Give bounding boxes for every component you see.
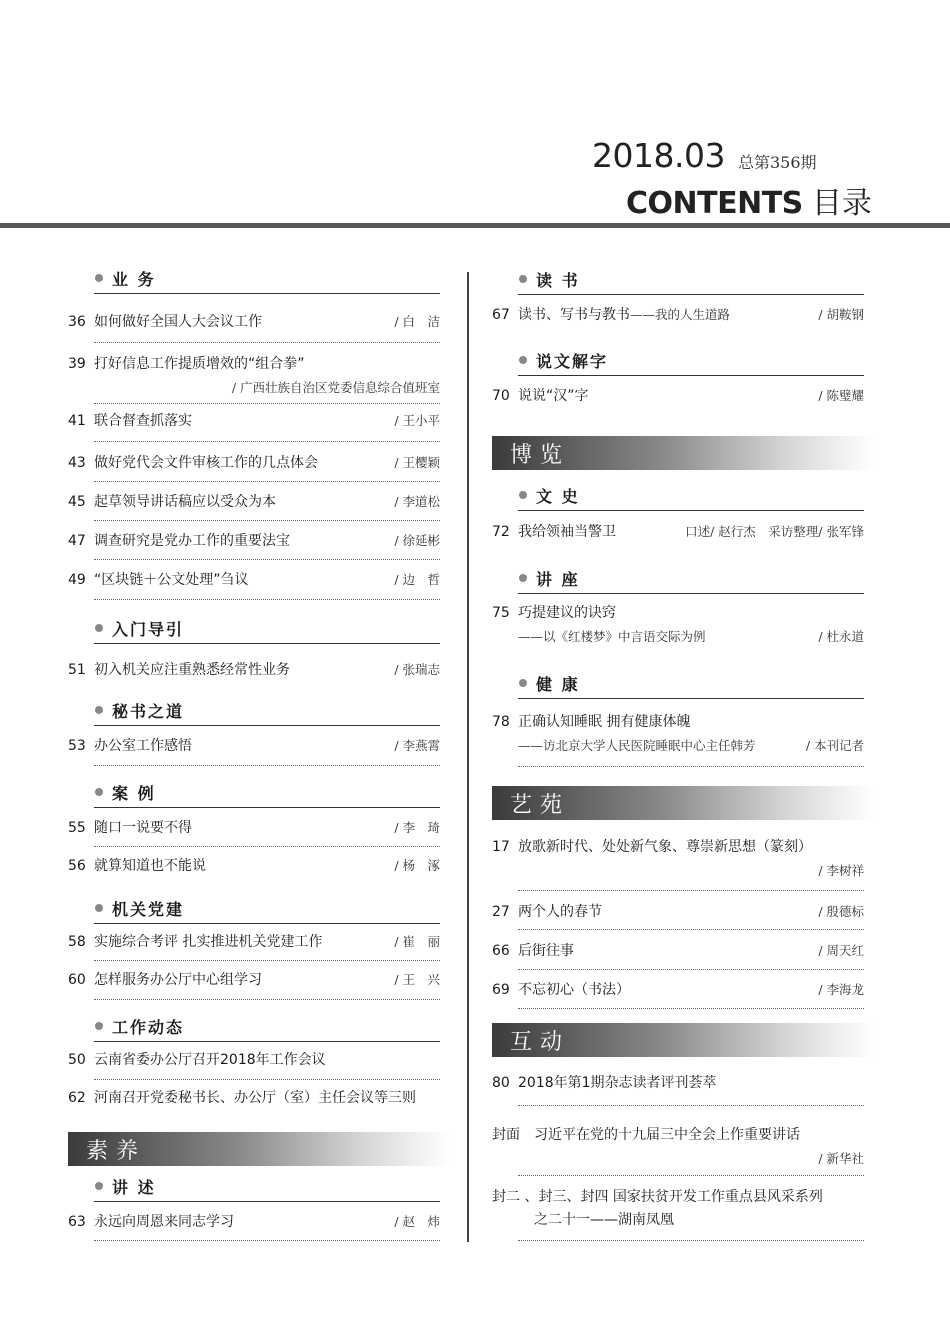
page-number: 27 [492,904,510,920]
article-title: 河南召开党委秘书长、办公厅（室）主任会议等三则 [94,1090,416,1106]
section-shuowen [518,347,864,376]
section-wenshi [518,482,864,511]
dotted-separator [94,765,440,766]
article-subtitle: ——以《红楼梦》中言语交际为例 [518,629,706,644]
article-title: 习近平在党的十九届三中全会上作重要讲话 [534,1127,800,1143]
page-number: 50 [68,1052,86,1068]
section-title: 入门导引 [112,620,185,639]
dotted-separator [518,929,864,930]
section-dongtai [94,1013,440,1042]
category-label: 博览 [510,443,571,468]
article-title: 怎样服务办公厅中心组学习 [94,972,262,988]
dotted-separator [94,846,440,847]
page-number: 66 [492,943,510,959]
dotted-separator [94,599,440,600]
category-band-bolan [492,436,874,470]
article-author: / 王 兴 [394,972,440,987]
article-subtitle: ——我的人生道路 [630,307,731,322]
dotted-separator [94,403,440,404]
column-divider [467,272,469,1242]
section-title: 机关党建 [112,900,185,919]
header-rule [0,223,950,228]
section-title: 案 例 [112,784,156,803]
bullet-icon [95,274,103,282]
bullet-icon [519,491,527,499]
page-number: 75 [492,605,510,621]
article-title: 两个人的春节 [518,904,602,920]
dotted-separator [94,1240,440,1241]
section-title: 秘书之道 [112,702,185,721]
page-number: 69 [492,982,510,998]
article-author: / 徐延彬 [394,533,440,548]
category-label: 互动 [510,1030,571,1055]
bullet-icon [95,706,103,714]
article-author: / 广西壮族自治区党委信息综合值班室 [231,380,440,395]
category-band-hudong [492,1023,874,1057]
dotted-separator [94,481,440,482]
category-label: 素养 [86,1139,147,1164]
article-title-main: 读书、写书与教书 [518,307,630,323]
article-title: 巧提建议的诀窍 [518,605,616,621]
bullet-icon [95,1022,103,1030]
issue-info [558,136,858,182]
article-title: 不忘初心（书法） [518,982,630,998]
contents-title-cn: 目录 [811,186,872,221]
bullet-icon [519,679,527,687]
article-author: 口述/ 赵行杰 采访整理/ 张军锋 [685,524,864,539]
category-band-yiyuan [492,786,874,820]
section-title: 说文解字 [536,352,609,371]
page-number: 80 [492,1075,510,1091]
article-author: / 王小平 [394,413,440,428]
section-yewu [94,265,440,294]
article-author: / 杨 涿 [394,858,440,873]
section-title: 业 务 [112,270,156,289]
article-title: 做好党代会文件审核工作的几点体会 [94,455,318,471]
article-title: 实施综合考评 扎实推进机关党建工作 [94,934,323,950]
article-author: / 边 哲 [394,572,440,587]
contents-title-en: CONTENTS [626,186,803,221]
article-subtitle: ——访北京大学人民医院睡眠中心主任韩芳 [518,738,756,753]
contents-heading [626,178,872,222]
category-band-suyang [68,1132,450,1166]
dotted-separator [518,1008,864,1009]
section-jiguan [94,895,440,924]
bullet-icon [95,788,103,796]
article-title [518,305,730,325]
article-author: / 新华社 [818,1151,864,1166]
section-title: 讲 座 [536,570,580,589]
page-number: 36 [68,314,86,330]
section-jiankang [518,670,864,699]
section-title: 工作动态 [112,1018,185,1037]
article-title: 我给领袖当警卫 [518,524,616,540]
section-jiangzuo [518,565,864,594]
article-title: 2018年第1期杂志读者评刊荟萃 [518,1075,717,1091]
page-number: 49 [68,572,86,588]
page-number: 41 [68,413,86,429]
article-author: / 赵 炜 [394,1214,440,1229]
page-number: 51 [68,662,86,678]
section-title: 讲 述 [112,1178,156,1197]
section-title: 读 书 [536,271,580,290]
page-number: 39 [68,356,86,372]
inside-cover-line2[interactable]: 之二十一——湖南凤凰 [534,1212,674,1228]
dotted-separator [518,1105,864,1106]
article-author: / 李海龙 [818,982,864,997]
dotted-separator [518,766,864,767]
article-author: / 周天红 [818,943,864,958]
bullet-icon [519,574,527,582]
article-author: / 李道松 [394,494,440,509]
page-number: 53 [68,738,86,754]
section-mishu [94,697,440,726]
article-author: / 王樱颖 [394,455,440,470]
page-number: 72 [492,524,510,540]
article-title: 正确认知睡眠 拥有健康体魄 [518,714,691,730]
page-number: 60 [68,972,86,988]
dotted-separator [518,1240,864,1241]
article-title: 后街往事 [518,943,574,959]
page-number: 78 [492,714,510,730]
page-number: 43 [68,455,86,471]
article-title: 放歌新时代、处处新气象、尊崇新思想（篆刻） [518,839,812,855]
article-author: / 殷德标 [818,904,864,919]
category-label: 艺苑 [510,793,571,818]
issue-date: 2018.03 [592,136,725,175]
total-issue-number: 总第356期 [738,153,817,172]
page-number: 17 [492,839,510,855]
article-title: 办公室工作感悟 [94,738,192,754]
article-title: 如何做好全国人大会议工作 [94,314,262,330]
section-jiangshu [94,1173,440,1202]
page-number: 70 [492,388,510,404]
section-title: 文 史 [536,487,580,506]
article-author: / 张瑞志 [394,662,440,677]
article-title: “区块链＋公文处理”刍议 [94,572,249,588]
section-dushu [518,266,864,295]
bullet-icon [95,904,103,912]
dotted-separator [518,890,864,891]
dotted-separator [94,520,440,521]
page-number: 58 [68,934,86,950]
dotted-separator [94,960,440,961]
article-title: 就算知道也不能说 [94,858,206,874]
article-title: 调查研究是党办工作的重要法宝 [94,533,290,549]
article-title: 起草领导讲话稿应以受众为本 [94,494,276,510]
page-number: 67 [492,307,510,323]
article-author: / 崔 丽 [394,934,440,949]
dotted-separator [94,441,440,442]
article-author: / 陈璧耀 [818,388,864,403]
article-author: / 李 琦 [394,820,440,835]
cover-label: 封面 [492,1127,520,1143]
article-title: 随口一说要不得 [94,820,192,836]
bullet-icon [519,275,527,283]
page-number: 45 [68,494,86,510]
article-author: / 本刊记者 [805,738,864,753]
dotted-separator [94,559,440,560]
article-title: 联合督查抓落实 [94,413,192,429]
article-author: / 杜永道 [818,629,864,644]
article-author: / 李燕霄 [394,738,440,753]
article-title: 云南省委办公厅召开2018年工作会议 [94,1052,326,1068]
page-number: 62 [68,1090,86,1106]
page-number: 55 [68,820,86,836]
inside-cover-line1[interactable]: 封二 、封三、封四 国家扶贫开发工作重点县风采系列 [492,1189,823,1205]
article-title: 说说“汉”字 [518,388,589,404]
article-author: / 白 洁 [394,314,440,329]
article-author: / 胡鞍钢 [818,307,864,322]
section-title: 健 康 [536,675,580,694]
article-title: 永远向周恩来同志学习 [94,1214,234,1230]
bullet-icon [95,624,103,632]
article-title: 初入机关应注重熟悉经常性业务 [94,662,290,678]
page-number: 47 [68,533,86,549]
section-anli [94,779,440,808]
dotted-separator [94,1079,440,1080]
page-number: 56 [68,858,86,874]
bullet-icon [95,1182,103,1190]
dotted-separator [518,969,864,970]
dotted-separator [94,342,440,343]
dotted-separator [94,999,440,1000]
page-number: 63 [68,1214,86,1230]
dotted-separator [518,1175,864,1176]
article-author: / 李树祥 [818,863,864,878]
article-title: 打好信息工作提质增效的“组合拳” [94,356,305,372]
bullet-icon [519,356,527,364]
section-rumen [94,615,440,644]
